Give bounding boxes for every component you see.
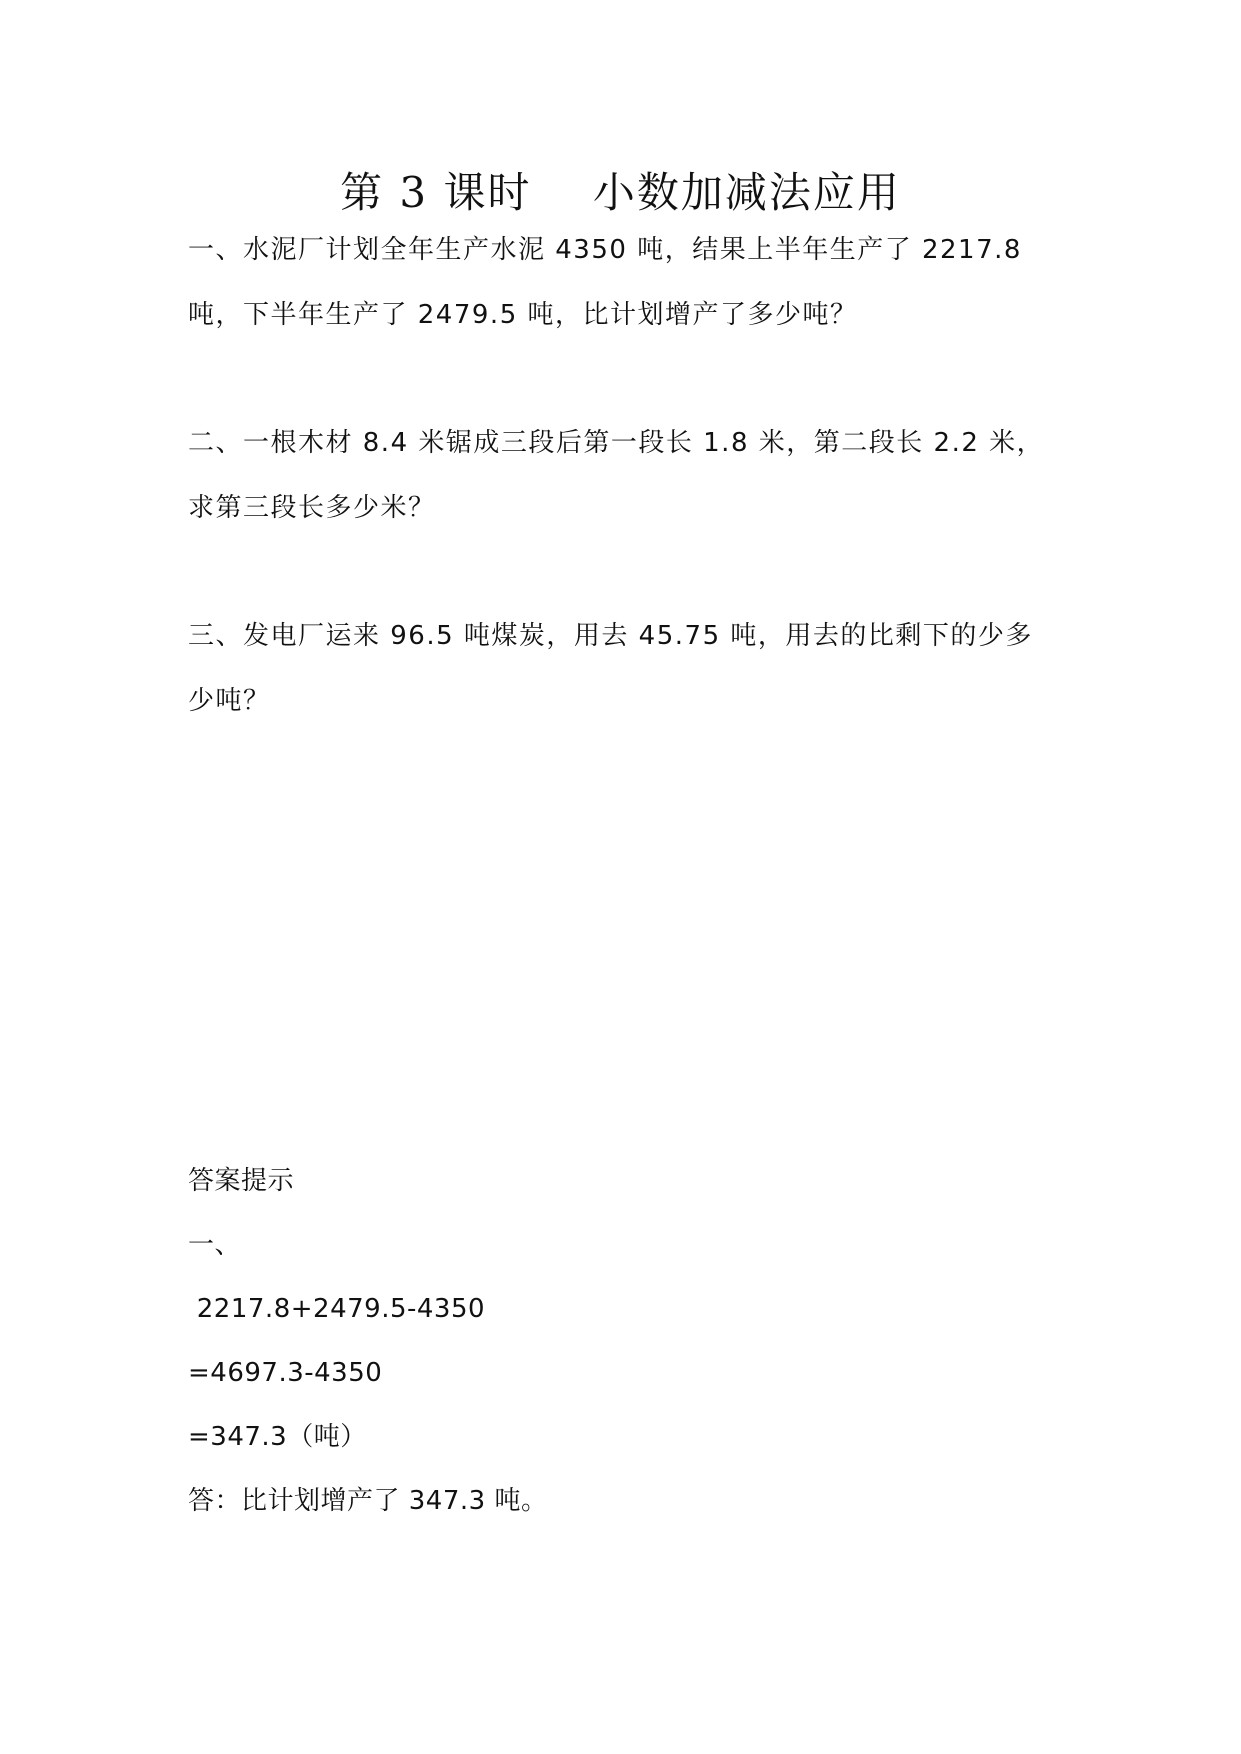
answer-1-number: 一、 bbox=[188, 1230, 242, 1260]
answer-1-step-2: =4697.3-4350 bbox=[188, 1358, 383, 1388]
answer-1-step-3: =347.3（吨） bbox=[188, 1422, 367, 1452]
question-2-line-2: 求第三段长多少米？ bbox=[188, 493, 436, 523]
page-title: 第 3 课时 小数加减法应用 bbox=[340, 168, 901, 217]
question-2-line-1: 二、一根木材 8.4 米锯成三段后第一段长 1.8 米，第二段长 2.2 米， bbox=[188, 428, 1045, 458]
answer-1-step-1: 2217.8+2479.5-4350 bbox=[188, 1294, 486, 1324]
question-3-line-2: 少吨？ bbox=[188, 686, 271, 716]
question-1-line-2: 吨，下半年生产了 2479.5 吨，比计划增产了多少吨？ bbox=[188, 300, 858, 330]
answer-heading: 答案提示 bbox=[188, 1166, 295, 1196]
question-3-line-1: 三、发电厂运来 96.5 吨煤炭，用去 45.75 吨，用去的比剩下的少多 bbox=[188, 621, 1033, 651]
question-1-line-1: 一、水泥厂计划全年生产水泥 4350 吨，结果上半年生产了 2217.8 bbox=[188, 235, 1022, 265]
answer-1-conclusion: 答：比计划增产了 347.3 吨。 bbox=[188, 1486, 548, 1516]
